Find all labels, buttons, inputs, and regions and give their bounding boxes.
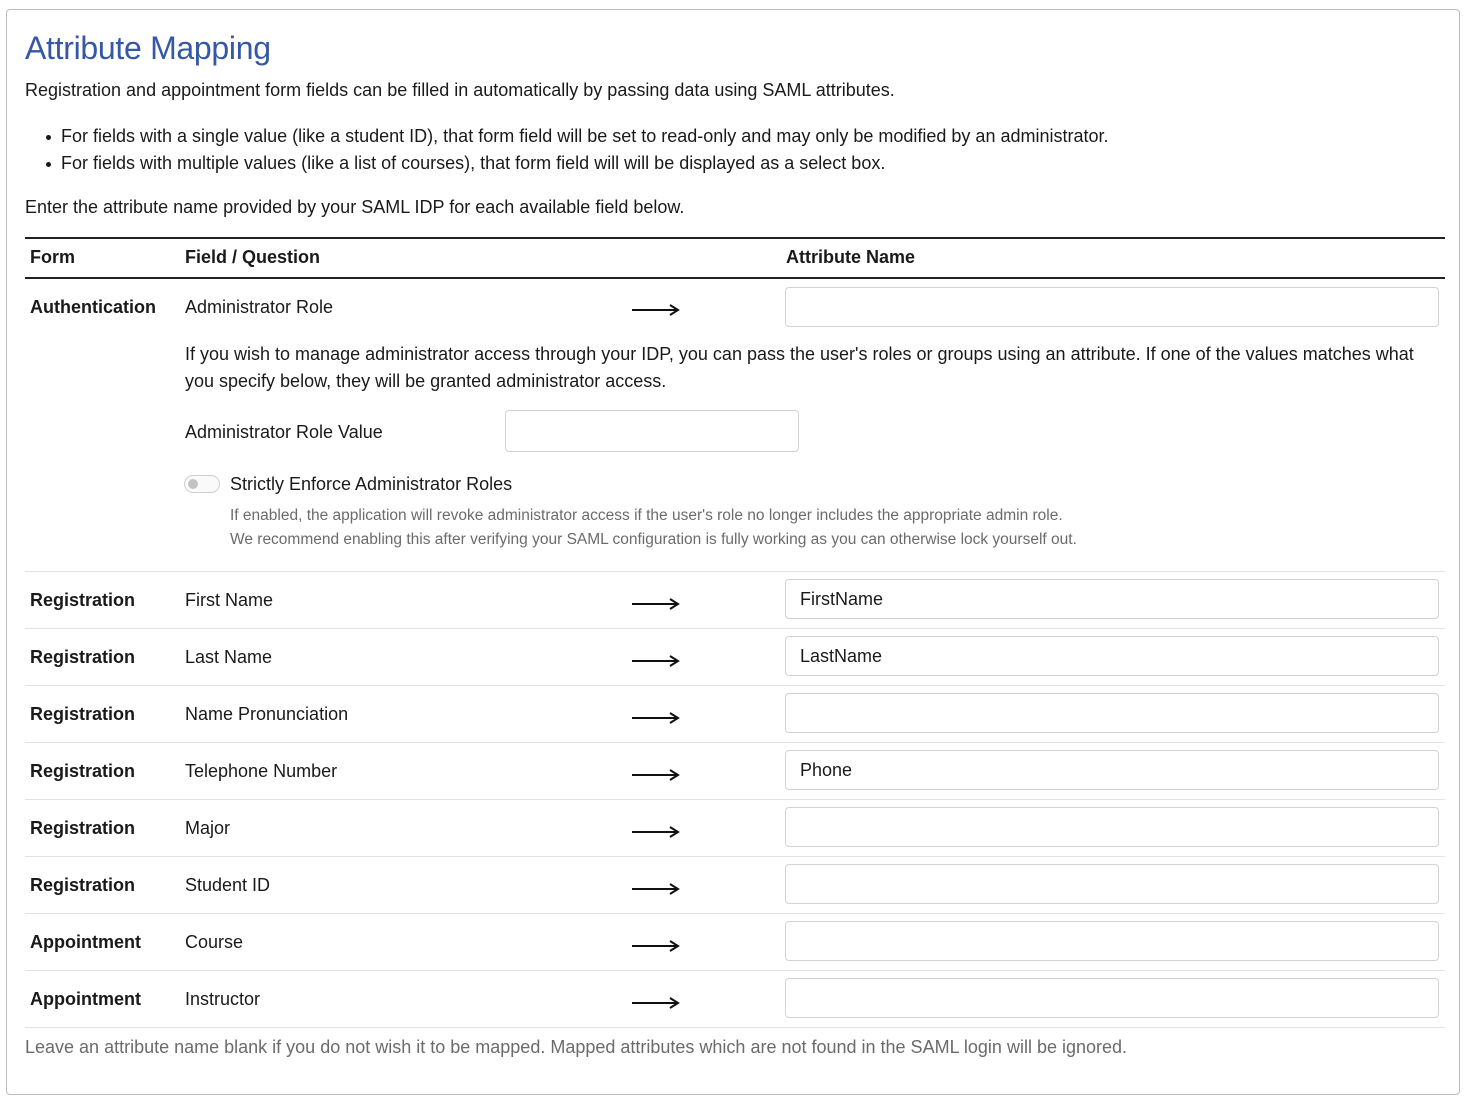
bullet-text: For fields with multiple values (like a list of courses), that form field will will be displayed as a select box. (61, 153, 886, 173)
header-form: Form (30, 247, 75, 267)
field-name: Course (185, 932, 244, 952)
mapping-table (25, 237, 1445, 1028)
table-row (25, 971, 1445, 1028)
long-right-arrow-icon (631, 940, 681, 952)
authentication-row (25, 279, 1445, 572)
field-name: Name Pronunciation (185, 704, 349, 724)
form-name: Registration (30, 590, 136, 610)
field-name: Telephone Number (185, 761, 338, 781)
table-row (25, 800, 1445, 857)
field-name: Major (185, 818, 231, 838)
form-name: Appointment (30, 932, 141, 952)
administrator-role-value-input[interactable] (505, 410, 799, 452)
long-right-arrow-icon (631, 769, 681, 781)
header-field: Field / Question (185, 247, 321, 267)
form-name: Registration (30, 647, 136, 667)
table-header (25, 237, 1445, 279)
long-right-arrow-icon (631, 655, 681, 667)
bullet-dot (46, 135, 51, 140)
toggle-help-line-1: If enabled, the application will revoke administrator access if the user's role no longer includes the appropriate admin role. (230, 507, 1063, 524)
attribute-name-input[interactable] (785, 636, 1439, 676)
info-bullets (25, 123, 1109, 177)
attribute-name-input[interactable] (785, 978, 1439, 1018)
table-row (25, 914, 1445, 971)
header-attribute-name: Attribute Name (786, 247, 916, 267)
field-name: Instructor (185, 989, 261, 1009)
toggle-help-text (230, 504, 1077, 552)
long-right-arrow-icon (631, 997, 681, 1009)
long-right-arrow-icon (631, 883, 681, 895)
attribute-name-input[interactable] (785, 864, 1439, 904)
long-right-arrow-icon (631, 598, 681, 610)
table-row (25, 743, 1445, 800)
bullet-item (25, 123, 1109, 150)
form-name: Registration (30, 704, 136, 724)
strictly-enforce-roles-toggle[interactable] (184, 475, 220, 493)
bullet-item (25, 150, 1109, 177)
bullet-text: For fields with a single value (like a student ID), that form field will be set to read-only and may only be modified by an administrator. (61, 126, 1109, 146)
table-row (25, 629, 1445, 686)
long-right-arrow-icon (631, 826, 681, 838)
form-name: Registration (30, 761, 136, 781)
attribute-name-input[interactable] (785, 750, 1439, 790)
attribute-name-input[interactable] (785, 921, 1439, 961)
instruction-text: Enter the attribute name provided by your SAML IDP for each available field below. (25, 197, 685, 217)
table-row (25, 857, 1445, 914)
long-right-arrow-icon (631, 304, 681, 316)
page-title: Attribute Mapping (25, 30, 271, 66)
administrator-role-attribute-input[interactable] (785, 287, 1439, 327)
bullet-dot (46, 162, 51, 167)
attribute-mapping-panel (6, 9, 1460, 1095)
footer-note: Leave an attribute name blank if you do not wish it to be mapped. Mapped attributes which are not found in the SAML login will be ignored. (25, 1037, 1128, 1057)
form-name: Registration (30, 875, 136, 895)
attribute-name-input[interactable] (785, 579, 1439, 619)
toggle-knob (188, 479, 198, 489)
administrator-role-value-label: Administrator Role Value (185, 422, 383, 442)
strictly-enforce-roles-label: Strictly Enforce Administrator Roles (230, 474, 513, 494)
table-row (25, 572, 1445, 629)
field-name: Last Name (185, 647, 273, 667)
form-name: Appointment (30, 989, 141, 1009)
long-right-arrow-icon (631, 712, 681, 724)
toggle-help-line-2: We recommend enabling this after verifying your SAML configuration is fully working as you can otherwise lock yourself out. (230, 531, 1077, 548)
form-name: Authentication (30, 297, 156, 317)
form-name: Registration (30, 818, 136, 838)
attribute-name-input[interactable] (785, 807, 1439, 847)
table-row (25, 686, 1445, 743)
field-name: Student ID (185, 875, 271, 895)
attribute-name-input[interactable] (785, 693, 1439, 733)
field-name: First Name (185, 590, 274, 610)
admin-role-description: If you wish to manage administrator access through your IDP, you can pass the user's roles or groups using an attribute. If one of the values matches what you specify below, they will be granted administrator access. (185, 344, 1414, 391)
intro-text: Registration and appointment form fields can be filled in automatically by passing data using SAML attributes. (25, 80, 895, 100)
field-name: Administrator Role (185, 297, 334, 317)
